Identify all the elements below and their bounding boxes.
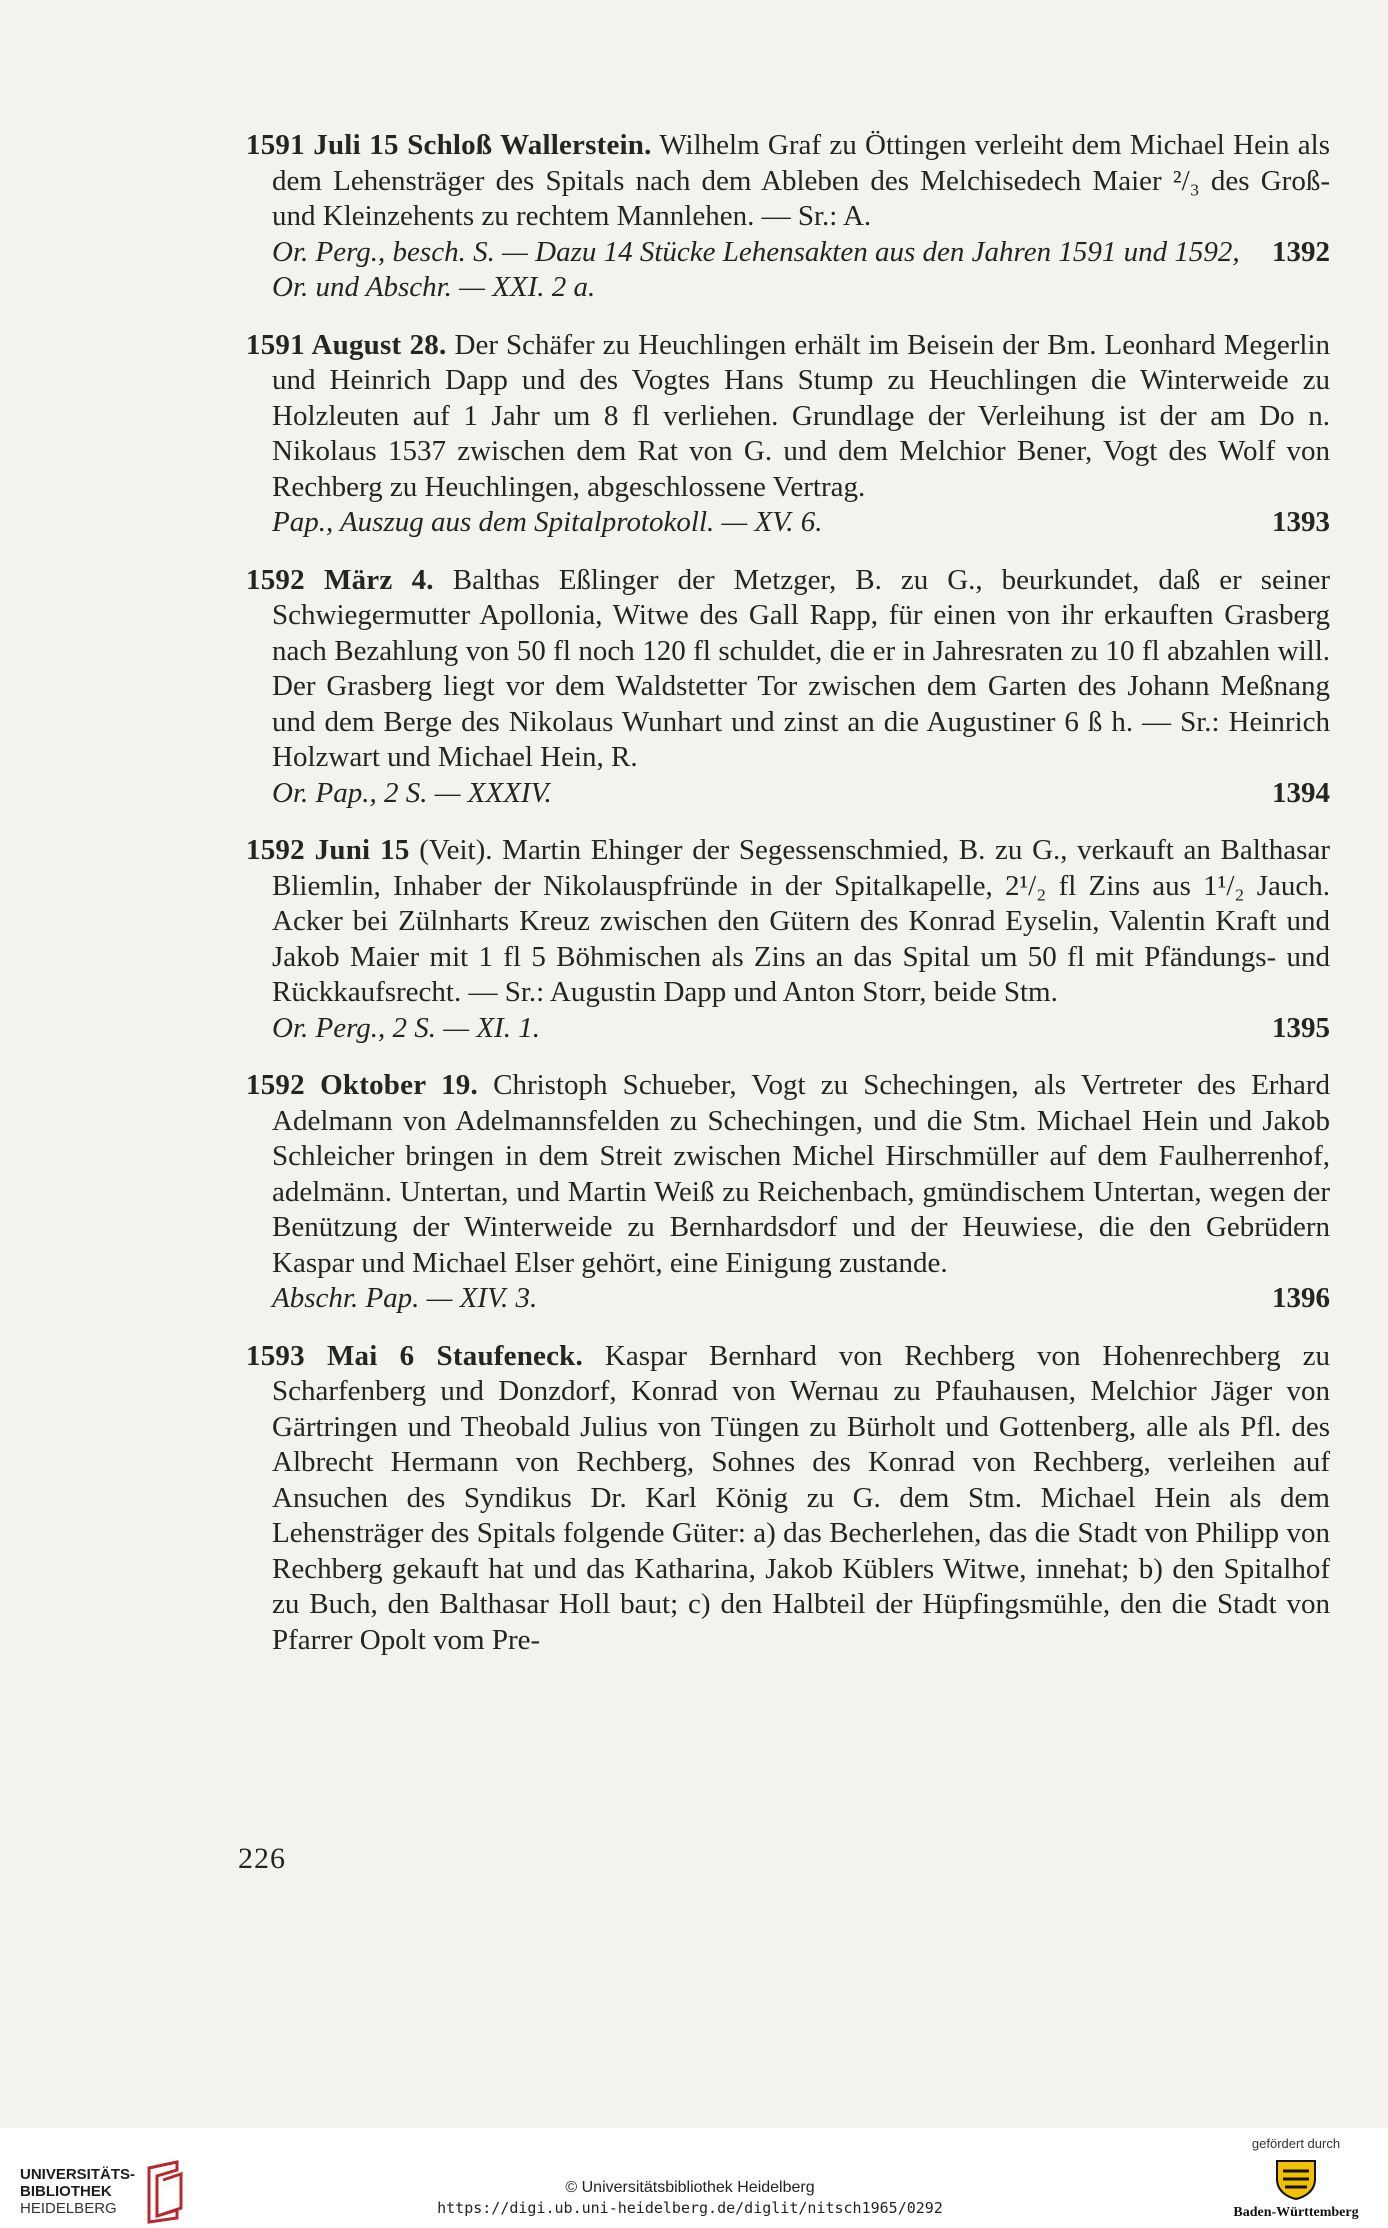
library-emblem-icon bbox=[141, 2158, 187, 2224]
entry-text bbox=[246, 128, 1330, 235]
entry-heading: 1592 Oktober 19. bbox=[246, 1069, 478, 1101]
entry-1397-partial bbox=[246, 1339, 1330, 1659]
entry-1394 bbox=[246, 563, 1330, 812]
library-name-line1: UNIVERSITÄTS- bbox=[20, 2165, 136, 2183]
entry-body: Christoph Schueber, Vogt zu Schechingen, als Vertreter des Erhard Adelmann von Adelmannsfelden zu Schechingen, und die Stm. Michael Hein und Jakob Schleicher bringen in dem Streit zwischen Michel Hirschmüller auf dem Faulherrenhof, adelmänn. Untertan, und Martin Weiß zu Reichenbach, gmündischem Untertan, wegen der Benützung der Winterweide zu Bernhardsdorf und der Heuwiese, die den Gebrüdern Kaspar und Michael Elser gehört, eine Einigung zustande. bbox=[272, 1069, 1330, 1279]
entry-number: 1392 bbox=[1272, 235, 1330, 268]
library-logo-text bbox=[20, 2166, 135, 2217]
entry-body: Balthas Eßlinger der Metzger, B. zu G., beurkundet, daß er seiner Schwiegermutter Apollonia, Witwe des Gall Rapp, für einen von ihr erkauften Grasberg nach Bezahlung von 50 fl noch 120 fl schuldet, die er in Jahresraten zu 10 fl abzahlen will. Der Grasberg liegt vor dem Waldstetter Tor zwischen dem Garten des Johann Meßnang und dem Berge des Nikolaus Wunhart und zinst an die Augustiner 6 ß h. — Sr.: Heinrich Holzwart und Michael Hein, R. bbox=[272, 563, 1330, 773]
entry-1395 bbox=[246, 833, 1330, 1046]
sponsor-block bbox=[1226, 2136, 1366, 2221]
entry-heading: 1592 März 4. bbox=[246, 563, 434, 596]
entry-body: Der Schäfer zu Heuchlingen erhält im Beisein der Bm. Leonhard Megerlin und Heinrich Dapp und des Vogtes Hans Stump zu Heuchlingen die Winterweide zu Holzleuten auf 1 Jahr um 8 fl verliehen. Grundlage der Verleihung ist der am Do n. Nikolaus 1537 zwischen dem Rat von G. und dem Melchior Bener, Vogt des Wolf von Rechberg zu Heuchlingen, abgeschlossene Vertrag. bbox=[272, 328, 1330, 503]
document-url-link[interactable]: https://digi.ub.uni-heidelberg.de/diglit/nitsch1965/0292 bbox=[437, 2199, 943, 2217]
entry-source: Abschr. Pap. — XIV. 3. bbox=[272, 1282, 538, 1314]
entry-source: Or. Pap., 2 S. — XXXIV. bbox=[272, 776, 552, 809]
entry-text bbox=[246, 563, 1330, 776]
entry-heading: 1593 Mai 6 Staufeneck. bbox=[246, 1339, 583, 1372]
entries-list bbox=[246, 128, 1330, 1680]
entry-1392 bbox=[246, 128, 1330, 306]
entry-source-line bbox=[246, 1011, 1330, 1047]
library-name-line2: BIBLIOTHEK bbox=[20, 2182, 112, 2200]
page-number: 226 bbox=[238, 1842, 286, 1875]
library-name-line3: HEIDELBERG bbox=[20, 2199, 117, 2217]
entry-body: (Veit). Martin Ehinger der Segessenschmied, B. zu G., verkauft an Balthasar Bliemlin, Inhaber der Nikolauspfründe in der Spitalkapelle, 2¹/₂ fl Zins aus 1¹/₂ Jauch. Acker bei Zülnharts Kreuz zwischen den Gütern des Konrad Eyselin, Valentin Kraft und Jakob Maier mit 1 fl 5 Böhmischen als Zins an das Spital um 50 fl mit Pfändungs- und Rückkaufsrecht. — Sr.: Augustin Dapp und Anton Storr, beide Stm. bbox=[272, 834, 1330, 1008]
entry-1396 bbox=[246, 1068, 1330, 1317]
entry-text bbox=[246, 328, 1330, 506]
entry-number: 1394 bbox=[1272, 776, 1330, 809]
entry-source: Or. Perg., 2 S. — XI. 1. bbox=[272, 1011, 540, 1044]
entry-source-line bbox=[246, 776, 1330, 812]
entry-number: 1396 bbox=[1272, 1282, 1330, 1314]
entry-text bbox=[246, 833, 1330, 1011]
entry-source-line bbox=[246, 505, 1330, 541]
footer-bar bbox=[0, 2128, 1388, 2228]
copyright-text: © Universitätsbibliothek Heidelberg bbox=[565, 2179, 815, 2196]
entry-heading: 1592 Juni 15 bbox=[246, 834, 410, 866]
entry-source-line bbox=[246, 235, 1330, 306]
entry-heading: 1591 August 28. bbox=[246, 328, 447, 361]
entry-1393 bbox=[246, 328, 1330, 541]
library-logo[interactable] bbox=[20, 2158, 187, 2224]
sponsor-label: gefördert durch bbox=[1251, 2136, 1341, 2151]
copyright-credit bbox=[430, 2178, 950, 2218]
entry-source: Or. Perg., besch. S. — Dazu 14 Stücke Lehensakten aus den Jahren 1591 und 1592, Or. und Abschr. — XXI. 2 a. bbox=[272, 235, 1240, 303]
entry-body: Kaspar Bernhard von Rechberg von Hohenrechberg zu Scharfenberg und Donzdorf, Konrad von Wernau zu Pfauhausen, Melchior Jäger von Gärtringen und Theobald Julius von Tüngen zu Bürholt und Gottenberg, alle als Pfl. des Albrecht Hermann von Rechberg, Sohnes des Konrad von Rechberg, verleihen auf Ansuchen des Syndikus Dr. Karl König zu G. dem Stm. Michael Hein als dem Lehensträger des Spitals folgende Güter: a) das Becherlehen, das die Stadt von Philipp von Rechberg gekauft hat und das Katharina, Jakob Küblers Witwe, innehat; b) den Spitalhof zu Buch, den Balthasar Holl baut; c) den Halbteil der Hüpfingsmühle, den die Stadt von Pfarrer Opolt vom Pre- bbox=[272, 1339, 1330, 1656]
sponsor-name: Baden-Württemberg bbox=[1233, 2205, 1359, 2220]
entry-text bbox=[246, 1339, 1330, 1659]
entry-source-line bbox=[246, 1281, 1330, 1317]
state-crest-icon bbox=[1273, 2157, 1319, 2201]
entry-heading: 1591 Juli 15 Schloß Wallerstein. bbox=[246, 129, 652, 161]
entry-number: 1393 bbox=[1272, 506, 1330, 538]
entry-text bbox=[246, 1068, 1330, 1281]
entry-number: 1395 bbox=[1272, 1011, 1330, 1044]
entry-body: Wilhelm Graf zu Öttingen verleiht dem Michael Hein als dem Lehensträger des Spitals nach dem Ableben des Melchisedech Maier ²/₃ des Groß- und Kleinzehents zu rechtem Mannlehen. — Sr.: A. bbox=[272, 129, 1330, 232]
entry-source: Pap., Auszug aus dem Spitalprotokoll. — XV. 6. bbox=[272, 506, 823, 538]
